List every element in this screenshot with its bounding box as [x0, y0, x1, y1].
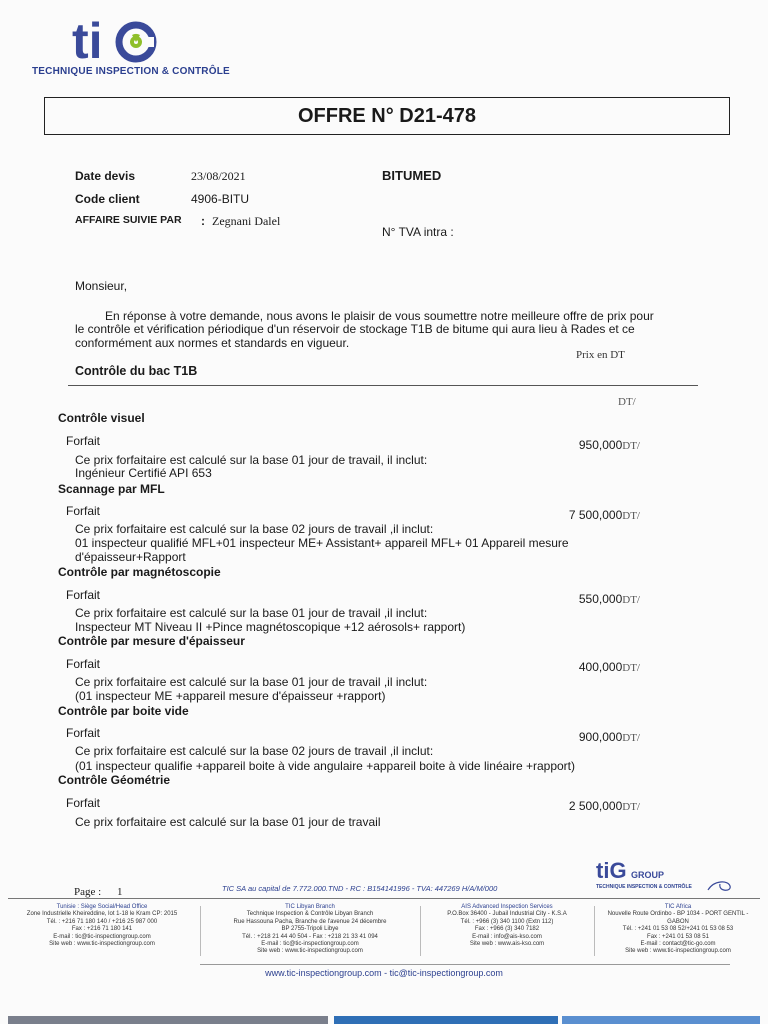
forfait-label: Forfait	[66, 588, 101, 602]
footer-line: Zone Industrielle Kheireddine, lot 1-18 le Kram CP: 2015	[26, 911, 178, 918]
footer-line: Tél. : +216 71 180 140 / +216 25 987 000	[46, 918, 158, 925]
salutation: Monsieur,	[75, 279, 128, 293]
tic-logo	[70, 12, 180, 68]
forfait-label: Forfait	[66, 657, 101, 671]
group-tagline: TECHNIQUE INSPECTION & CONTRÔLE	[596, 884, 692, 890]
footer-line: Fax : +241 01 53 08 51	[647, 933, 709, 940]
footer-rule	[8, 898, 760, 899]
section-desc-line: Ce prix forfaitaire est calculé sur la base 01 jour de travail ,il inclut:	[75, 675, 428, 689]
letter-line-1: En réponse à votre demande, nous avons le plaisir de vous soumettre notre meilleure offre de prix pour	[105, 309, 654, 323]
footer-line: Site web : www.tic-inspectiongroup.com	[257, 948, 363, 955]
heading-rule	[68, 385, 698, 386]
footer-col-africa	[596, 904, 760, 956]
currency-col: DT/	[618, 396, 636, 408]
date-value: 23/08/2021	[191, 169, 246, 183]
forfait-label: Forfait	[66, 434, 101, 448]
footer-line: E-mail : tic@tic-inspectiongroup.com	[53, 933, 151, 940]
offer-title: OFFRE N° D21-478	[297, 105, 477, 127]
affaire-colon: :	[201, 214, 205, 228]
footer-divider	[420, 906, 421, 956]
section-desc-line: Ce prix forfaitaire est calculé sur la base 02 jours de travail ,il inclut:	[75, 744, 434, 758]
client-company: BITUMED	[382, 168, 442, 183]
footer-divider	[594, 906, 595, 956]
group-logo-text: tiG	[596, 858, 627, 883]
letter-line-2: le contrôle et vérification périodique d'un réservoir de stockage T1B de bitume qui aura lieu à Rades et ce	[75, 322, 635, 336]
section-desc-line: (01 inspecteur ME +appareil mesure d'épaisseur +rapport)	[75, 689, 386, 703]
section-desc-line: Ce prix forfaitaire est calculé sur la base 02 jours de travail ,il inclut:	[75, 522, 434, 536]
group-word: GROUP	[631, 870, 665, 880]
section-title: Contrôle par boite vide	[58, 704, 189, 718]
forfait-label: Forfait	[66, 796, 101, 810]
footer-line: Rue Hassouna Pacha, Branche de l'avenue 24 décembre	[233, 918, 387, 925]
price-value: 2 500,000DT/	[568, 799, 640, 813]
affaire-value: Zegnani Dalel	[212, 214, 281, 228]
section-title: Contrôle Géométrie	[58, 773, 171, 787]
page-number: 1	[117, 886, 123, 898]
section-desc-line: 01 inspecteur qualifié MFL+01 inspecteur ME+ Assistant+ appareil MFL+ 01 Appareil mesure	[75, 536, 569, 550]
footer-line: E-mail : contact@tic-go.com	[640, 941, 716, 948]
footer-line: Tunisie : Siège Social/Head Office	[56, 904, 148, 910]
footer-bar-grey	[8, 1016, 328, 1024]
price-value: 900,000DT/	[578, 730, 640, 744]
price-value: 400,000DT/	[578, 660, 640, 674]
footer-col-tunisie	[8, 904, 196, 948]
main-heading: Contrôle du bac T1B	[75, 364, 198, 378]
section-title: Contrôle par mesure d'épaisseur	[58, 634, 245, 648]
footer-line: TIC Africa	[664, 904, 692, 910]
forfait-label: Forfait	[66, 504, 101, 518]
section-desc-line: Ingénieur Certifié API 653	[75, 466, 212, 480]
price-value: 950,000DT/	[578, 438, 640, 452]
code-client-label: Code client	[75, 192, 140, 206]
section-desc-line: Ce prix forfaitaire est calculé sur la base 01 jour de travail	[75, 815, 381, 829]
price-value: 7 500,000DT/	[568, 508, 640, 522]
footer-line: P.O.Box 36400 - Jubail Industrial City - K.S.A	[447, 911, 567, 918]
section-desc-line: d'épaisseur+Rapport	[75, 550, 186, 564]
affaire-label: AFFAIRE SUIVIE PAR	[75, 214, 182, 226]
footer-divider	[200, 906, 201, 956]
section-title: Contrôle visuel	[58, 411, 145, 425]
footer-line: Tél. : +218 21 44 40 504 - Fax : +218 21 33 41 094	[242, 933, 378, 940]
footer-bar-blue	[334, 1016, 558, 1024]
letter-line-3: conformément aux normes et standards en vigueur.	[75, 336, 350, 350]
footer-line: BP 2755-Tripoli Libye	[281, 926, 339, 933]
capital-line: TIC SA au capital de 7.772.000.TND - RC : B154141996 - TVA: 447269 H/A/M/000	[222, 884, 498, 893]
price-header: Prix en DT	[576, 349, 625, 361]
section-title: Contrôle par magnétoscopie	[58, 565, 221, 579]
footer-line: Fax : +216 71 180 141	[71, 926, 133, 933]
company-tagline: TECHNIQUE INSPECTION & CONTRÔLE	[32, 66, 230, 77]
offer-title-box	[44, 97, 730, 135]
footer-line: Fax : +966 (3) 340 7182	[474, 926, 540, 933]
footer-web-rule	[200, 964, 730, 965]
signature-icon	[706, 878, 734, 894]
svg-text:ti: ti	[72, 13, 103, 68]
tva-label: N° TVA intra :	[382, 225, 454, 239]
code-client-value: 4906-BITU	[191, 192, 250, 206]
footer-line: Site web : www.tic-inspectiongroup.com	[49, 941, 155, 948]
footer-line: E-mail : tic@tic-inspectiongroup.com	[261, 941, 359, 948]
section-desc-line: Ce prix forfaitaire est calculé sur la base 01 jour de travail, il inclut:	[75, 453, 428, 467]
page-label: Page :	[74, 886, 102, 898]
price-value: 550,000DT/	[578, 592, 640, 606]
footer-col-ksa	[424, 904, 590, 948]
footer-line: Tél. : +966 (3) 340 1100 (Extn 112)	[460, 918, 554, 925]
footer-col-libya	[204, 904, 416, 956]
footer-line: Technique Inspection & Contrôle Libyan Branch	[246, 911, 374, 918]
footer-line: AIS Advanced Inspection Services	[461, 904, 553, 910]
footer-web-line: www.tic-inspectiongroup.com - tic@tic-inspectiongroup.com	[265, 968, 503, 978]
logo-graphic	[70, 12, 180, 68]
section-title: Scannage par MFL	[58, 482, 165, 496]
date-label: Date devis	[75, 169, 136, 183]
section-desc-line: (01 inspecteur qualifie +appareil boite à vide angulaire +appareil boite à vide linéaire +rapport)	[75, 759, 575, 773]
section-desc-line: Inspecteur MT Niveau II +Pince magnétoscopique +12 aérosols+ rapport)	[75, 620, 466, 634]
footer-line: Site web : www.ais-kso.com	[469, 941, 545, 948]
footer-line: Nouvelle Route Ordinbo - BP 1034 - PORT GENTIL - GABON	[607, 911, 749, 925]
group-logo	[596, 858, 664, 884]
footer-bar-lightblue	[562, 1016, 760, 1024]
footer-line: Site web : www.tic-inspectiongroup.com	[625, 948, 731, 955]
forfait-label: Forfait	[66, 726, 101, 740]
footer-line: TIC Libyan Branch	[285, 904, 335, 910]
footer-line: E-mail : info@ais-kso.com	[472, 933, 542, 940]
footer-line: Tél. : +241 01 53 08 52/+241 01 53 08 53	[622, 926, 734, 933]
section-desc-line: Ce prix forfaitaire est calculé sur la base 01 jour de travail ,il inclut:	[75, 606, 428, 620]
